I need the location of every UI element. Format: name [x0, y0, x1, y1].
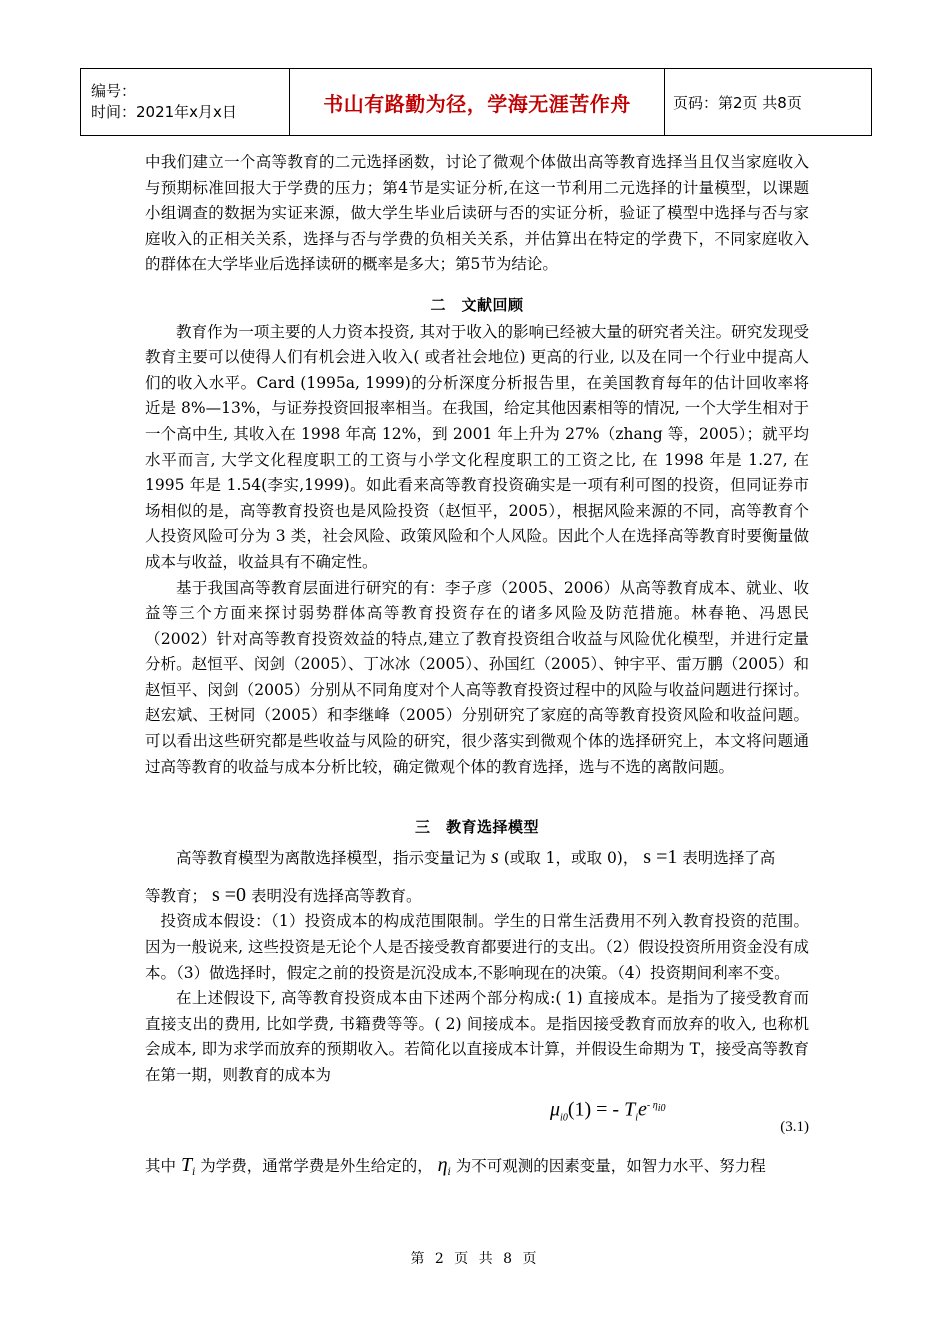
math-var-eta: η	[437, 1153, 448, 1176]
paragraph-model-intro: 高等教育模型为离散选择模型，指示变量记为 s (或取 1，或取 0)， s =1 表明选择了高	[176, 845, 776, 868]
section-heading-literature-review: 二 文献回顾	[430, 295, 524, 314]
document-body	[145, 150, 809, 1189]
header-meta	[81, 69, 290, 136]
paragraph-model-intro-2: 等教育； s =0 表明没有选择高等教育。	[145, 883, 422, 906]
equation-3-1	[145, 1089, 809, 1149]
paragraph-variables: 其中 $T_i$ 为学费，通常学费是外生给定的， $\eta_i$ 为不可观测的因素变量，如智力水平、努力程	[145, 1153, 766, 1178]
paragraph-cost-components: 在上述假设下, 高等教育投资成本由下述两个部分构成:( 1) 直接成本。是指为了接受教育而直接支出的费用, 比如学费, 书籍费等等。( 2) 间接成本。是指因接受教育而放弃的收入, 也称机会成本, 即为求学而放弃的预期收入。若简化以直接成本计算，并假设生命期为 T，接受高等教育在第一期，则教育的成本为	[145, 989, 809, 1084]
page-footer: 第 2 页 共 8 页	[410, 1251, 540, 1267]
header-page-number: 页码：第2页 共8页	[665, 69, 872, 136]
math-eq-s0: s =0	[211, 883, 247, 906]
math-eq-s1: s =1	[643, 845, 678, 868]
paragraph-literature-2: 基于我国高等教育层面进行研究的有：李子彦（2005、2006）从高等教育成本、就业、收益等三个方面来探讨弱势群体高等教育投资存在的诸多风险及防范措施。林春艳、冯恩民（2002）针对高等教育投资效益的特点,建立了教育投资组合收益与风险优化模型，并进行定量分析。赵恒平、闵剑（2005）、丁冰冰（2005）、孙国红（2005）、钟宇平、雷万鹏（2005）和赵恒平、闵剑（2005）分别从不同角度对个人高等教育投资过程中的风险与收益问题进行探讨。赵宏斌、王树同（2005）和李继峰（2005）分别研究了家庭的高等教育投资风险和收益问题。可以看出这些研究都是些收益与风险的研究，很少落实到微观个体的选择研究上，本文将问题通过高等教育的收益与成本分析比较，确定微观个体的教育选择，选与不选的离散问题。	[145, 578, 809, 776]
paragraph-literature-1: 教育作为一项主要的人力资本投资, 其对于收入的影响已经被大量的研究者关注。研究发现受教育主要可以使得人们有机会进入收入( 或者社会地位) 更高的行业, 以及在同一个行业中提高人们的收入水平。Card (1995a, 1999)的分析深度分析报告里，在美国教育每年的估计回收率将近是 8%—13%，与证券投资回报率相当。在我国，给定其他因素相等的情况, 一个大学生相对于一个高中生, 其收入在 1998 年高 12%，到 2001 年上升为 27%（zhang 等，2005）；就平均水平而言, 大学文化程度职工的工资与小学文化程度职工的工资之比, 在 1998 年是 1.27, 在 1995 年是 1.54(李实,1999)。如此看来高等教育投资确实是一项有利可图的投资，但同证券市场相似的是，高等教育投资也是风险投资（赵恒平，2005），根据风险来源的不同，高等教育个人投资风险可分为 3 类，社会风险、政策风险和个人风险。因此个人在选择高等教育时要衡量做成本与收益，收益具有不确定性。	[145, 322, 809, 571]
equation-number: (3.1)	[780, 1118, 809, 1135]
math-var-s: s	[490, 845, 499, 868]
page-header	[80, 68, 872, 136]
section-heading-model: 三 教育选择模型	[414, 818, 539, 837]
paragraph-intro-continued: 中我们建立一个高等教育的二元选择函数，讨论了微观个体做出高等教育选择当且仅当家庭收入与预期标准回报大于学费的压力；第4节是实证分析,在这一节利用二元选择的计量模型，以课题小组调查的数据为实证来源，做大学生毕业后读研与否的实证分析，验证了模型中选择与否与家庭收入的正相关关系，选择与否与学费的负相关关系，并估算出在特定的学费下，不同家庭收入的群体在大学毕业后选择读研的概率是多大；第5节为结论。	[145, 153, 809, 274]
math-var-T: T	[180, 1153, 193, 1176]
equation-formula: $\mu_{i0}(1)$ = - $T_ie^{- \eta_{i0}}$	[550, 1098, 666, 1124]
paragraph-cost-assumptions: 投资成本假设：（1）投资成本的构成范围限制。学生的日常生活费用不列入教育投资的范围。因为一般说来, 这些投资是无论个人是否接受教育都要进行的支出。（2）假设投资所用资金没有成本。（3）做选择时，假定之前的投资是沉没成本,不影响现在的决策。（4）投资期间利率不变。	[145, 912, 810, 982]
number-label: 编号：	[91, 82, 137, 100]
date-label: 时间：2021年x月x日	[91, 103, 237, 121]
header-motto: 书山有路勤为径，学海无涯苦作舟	[290, 69, 665, 136]
